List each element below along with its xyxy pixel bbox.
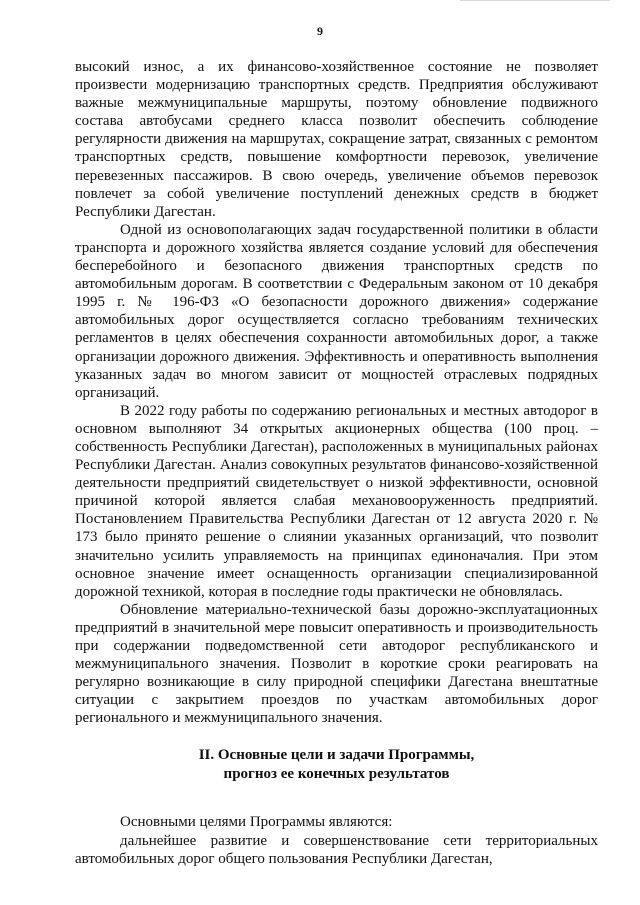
goals-intro: Основными целями Программы являются: [120, 814, 393, 831]
scan-edge-line [460, 0, 610, 1]
paragraph-equipment-renewal: Обновление материально-технической базы дорожно-эксплуатационных предприятий в значительной мере повысит оперативность и производительность при содержании подведомственной сети автодорог республиканского и межмуниципального значения. Позволит в короткие сроки реагировать на регулярно возникающие в силу природной специфики Дагестана внештатные ситуации с закрытием проездов по участкам автомобильных дорог регионального и межмуниципального значения. [75, 601, 598, 727]
section-heading-line-2: прогноз ее конечных результатов [223, 765, 450, 782]
paragraph-road-safety: Одной из основополагающих задач государственной политики в области транспорта и дорожного хозяйства является создание условий для обеспечения бесперебойного и безопасного движения транспортных средств по автомобильным дорогам. В соответствии с Федеральным законом от 10 декабря 1995 г. № 196-ФЗ «О безопасности дорожного движения» содержание автомобильных дорог осуществляется согласно требованиям технических регламентов в целях обеспечения сохранности автомобильных дорог, а также организации дорожного движения. Эффективность и оперативность выполнения указанных задач во многом зависит от мощностей отраслевых подрядных организаций. [75, 221, 598, 401]
page-number: 9 [317, 24, 323, 38]
goal-item-1: дальнейшее развитие и совершенствование сети территориальных автомобильных дорог общего пользования Республики Дагестан, [75, 832, 598, 867]
section-heading [75, 746, 598, 783]
document-body [75, 58, 598, 868]
paragraph-road-maintenance-2022: В 2022 году работы по содержанию региональных и местных автодорог в основном выполняют 34 открытых акционерных общества (100 проц. – собственность Республики Дагестан), расположенных в муниципальных районах Республики Дагестан. Анализ совокупных результатов финансово-хозяйственной деятельности предприятий свидетельствует о низкой эффективности, основной причиной которой является слабая механовооруженность предприятий. Постановлением Правительства Республики Дагестан от 12 августа 2020 г. № 173 было принято решение о слиянии указанных организаций, что позволит значительно усилить управляемость на принципах единоначалия. При этом основное значение имеет оснащенность организации специализированной дорожной техникой, которая в последние годы практически не обновлялась. [75, 402, 598, 600]
paragraph-fleet-wear: высокий износ, а их финансово-хозяйственное состояние не позволяет произвести модернизацию транспортных средств. Предприятия обслуживают важные межмуниципальные маршруты, поэтому обновление подвижного состава автобусами среднего класса позволит обеспечить соблюдение регулярности движения на маршрутах, сокращение затрат, связанных с ремонтом транспортных средств, повышение комфортности перевозок, увеличение перевезенных пассажиров. В свою очередь, увеличение объемов перевозок повлечет за собой увеличение поступлений денежных средств в бюджет Республики Дагестан. [75, 59, 598, 220]
section-heading-line-1: II. Основные цели и задачи Программы, [198, 747, 475, 764]
